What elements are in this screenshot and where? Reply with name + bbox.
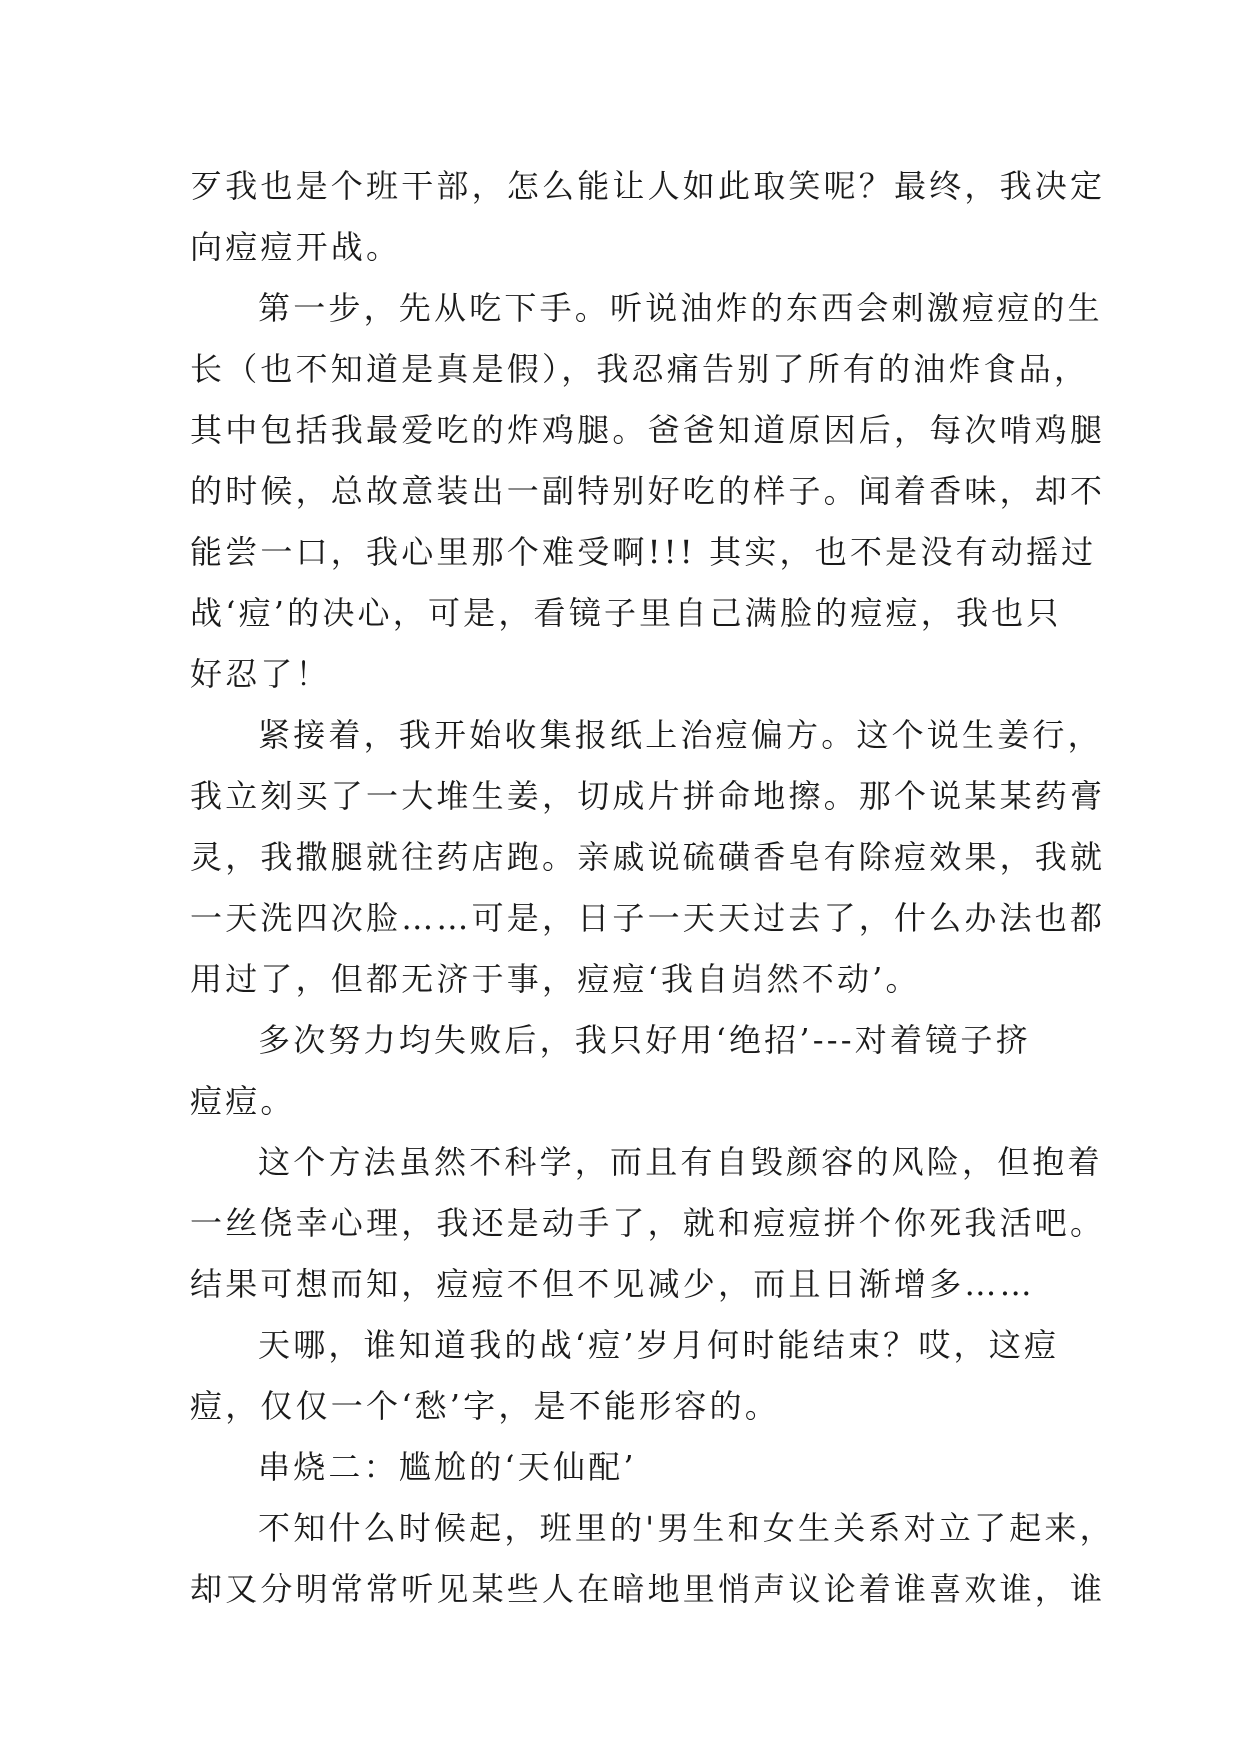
- text-line-15: 多次努力均失败后，我只好用‘绝招’---对着镜子挤: [258, 1021, 1031, 1059]
- text-line-8: 战‘痘’的决心，可是，看镜子里自己满脸的痘痘，我也只: [190, 594, 1062, 632]
- text-line-2: 向痘痘开战。: [190, 228, 402, 266]
- text-line-21: 痘，仅仅一个‘愁’字，是不能形容的。: [190, 1387, 780, 1425]
- text-line-20: 天哪，谁知道我的战‘痘’岁月何时能结束？哎，这痘: [258, 1326, 1060, 1364]
- text-line-24: 却又分明常常听见某些人在暗地里悄声议论着谁喜欢谁，谁: [190, 1570, 1106, 1608]
- text-line-19: 结果可想而知，痘痘不但不见减少，而且日渐增多……: [190, 1265, 1035, 1303]
- document-body: [190, 156, 1115, 1620]
- text-line-7: 能尝一口，我心里那个难受啊!!! 其实，也不是没有动摇过: [190, 533, 1097, 571]
- text-line-1: 歹我也是个班干部，怎么能让人如此取笑呢？最终，我决定: [190, 167, 1106, 205]
- text-line-11: 我立刻买了一大堆生姜，切成片拼命地擦。那个说某某药膏: [190, 777, 1106, 815]
- text-line-13: 一天洗四次脸……可是，日子一天天过去了，什么办法也都: [190, 899, 1106, 937]
- text-line-23: 不知什么时候起，班里的'男生和女生关系对立了起来，: [258, 1509, 1115, 1547]
- text-line-16: 痘痘。: [190, 1082, 296, 1120]
- text-line-9: 好忍了！: [190, 655, 331, 693]
- text-line-3: 第一步，先从吃下手。听说油炸的东西会刺激痘痘的生: [258, 289, 1103, 327]
- text-line-10: 紧接着，我开始收集报纸上治痘偏方。这个说生姜行，: [258, 716, 1103, 754]
- text-line-18: 一丝侥幸心理，我还是动手了，就和痘痘拼个你死我活吧。: [190, 1204, 1106, 1242]
- section-heading: 串烧二：尴尬的‘天仙配’: [258, 1448, 637, 1486]
- text-line-5: 其中包括我最爱吃的炸鸡腿。爸爸知道原因后，每次啃鸡腿: [190, 411, 1106, 449]
- text-line-6: 的时候，总故意装出一副特别好吃的样子。闻着香味，却不: [190, 472, 1106, 510]
- text-line-4: 长（也不知道是真是假），我忍痛告别了所有的油炸食品，: [190, 350, 1090, 388]
- text-line-17: 这个方法虽然不科学，而且有自毁颜容的风险，但抱着: [258, 1143, 1103, 1181]
- text-line-12: 灵，我撒腿就往药店跑。亲戚说硫磺香皂有除痘效果，我就: [190, 838, 1106, 876]
- text-line-14: 用过了，但都无济于事，痘痘‘我自岿然不动’。: [190, 960, 921, 998]
